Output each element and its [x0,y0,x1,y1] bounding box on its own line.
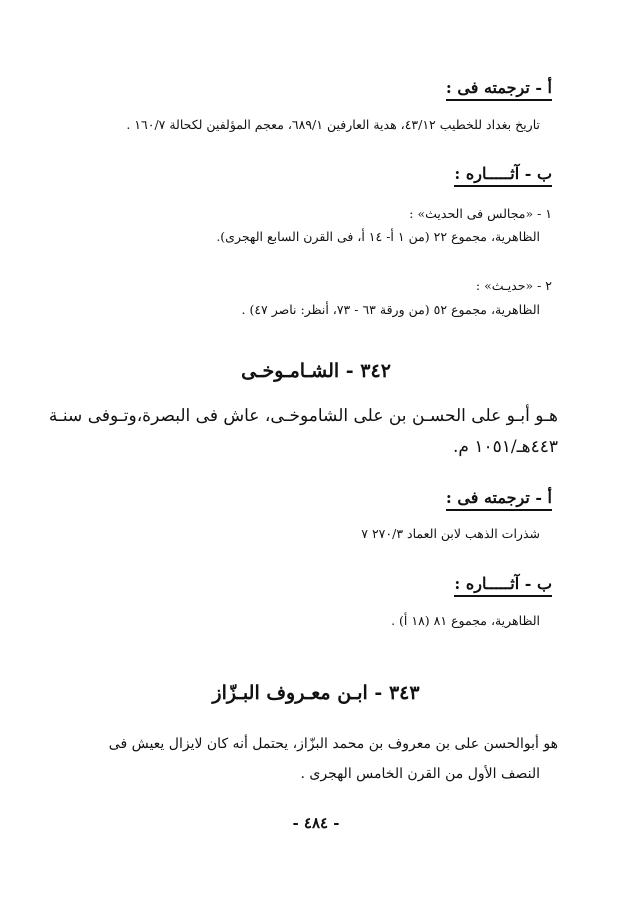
entry-342-bio-line-1: هـو أبـو على الحسـن بن على الشاموخـى، عاش فى البصرة،وتـوفى سنـة [48,406,558,426]
work-1-title: ١ - «مجالس فى الحديث» : [409,206,552,221]
page-number: - ٤٨٤ - [292,814,340,832]
entry-342-works-location: الظاهرية، مجموع ٨١ (١٨ أ) . [391,613,540,628]
translation-heading [446,78,552,97]
entry-342-bio-line-2: ٤٤٣هـ/١٠٥١ م. [453,437,558,457]
translation-sources: تاريخ بغداد للخطيب ٤٣/١٢، هدية العارفين ٦٨٩/١، معجم المؤلفين لكحالة ١٦٠/٧ . [126,117,540,132]
entry-343-bio-line-2: النصف الأول من القرن الخامس الهجرى . [300,766,540,782]
translation-heading-text: أ - ترجمته فى : [446,78,552,101]
entry-342-works-heading-text: ب - آثـــــاره : [454,574,552,597]
work-1-location: الظاهرية، مجموع ٢٢ (من ١ أ- ١٤ أ، فى القرن السابع الهجرى). [216,229,540,244]
entry-342-works-heading [454,574,552,593]
works-heading-text: ب - آثـــــاره : [454,164,552,187]
entry-342-translation-heading-text: أ - ترجمته فى : [446,488,552,511]
entry-342-translation-sources: شذرات الذهب لابن العماد ٢٧٠/٣ ٧ [361,526,540,541]
entry-343-bio-line-1: هو أبوالحسن على بن معروف بن محمد البزّاز، يحتمل أنه كان لايزال يعيش فى [108,736,558,752]
work-2-title: ٢ - «حديـث» : [475,278,552,293]
entry-342-title: ٣٤٢ - الشـامـوخـى [241,360,391,382]
works-heading [454,164,552,183]
entry-342-translation-heading [446,488,552,507]
work-2-location: الظاهرية، مجموع ٥٢ (من ورقة ٦٣ - ٧٣، أنظر: ناصر ٤٧) . [241,302,540,317]
entry-343-title: ٣٤٣ - ابـن معـروف البـزّاز [212,682,420,704]
